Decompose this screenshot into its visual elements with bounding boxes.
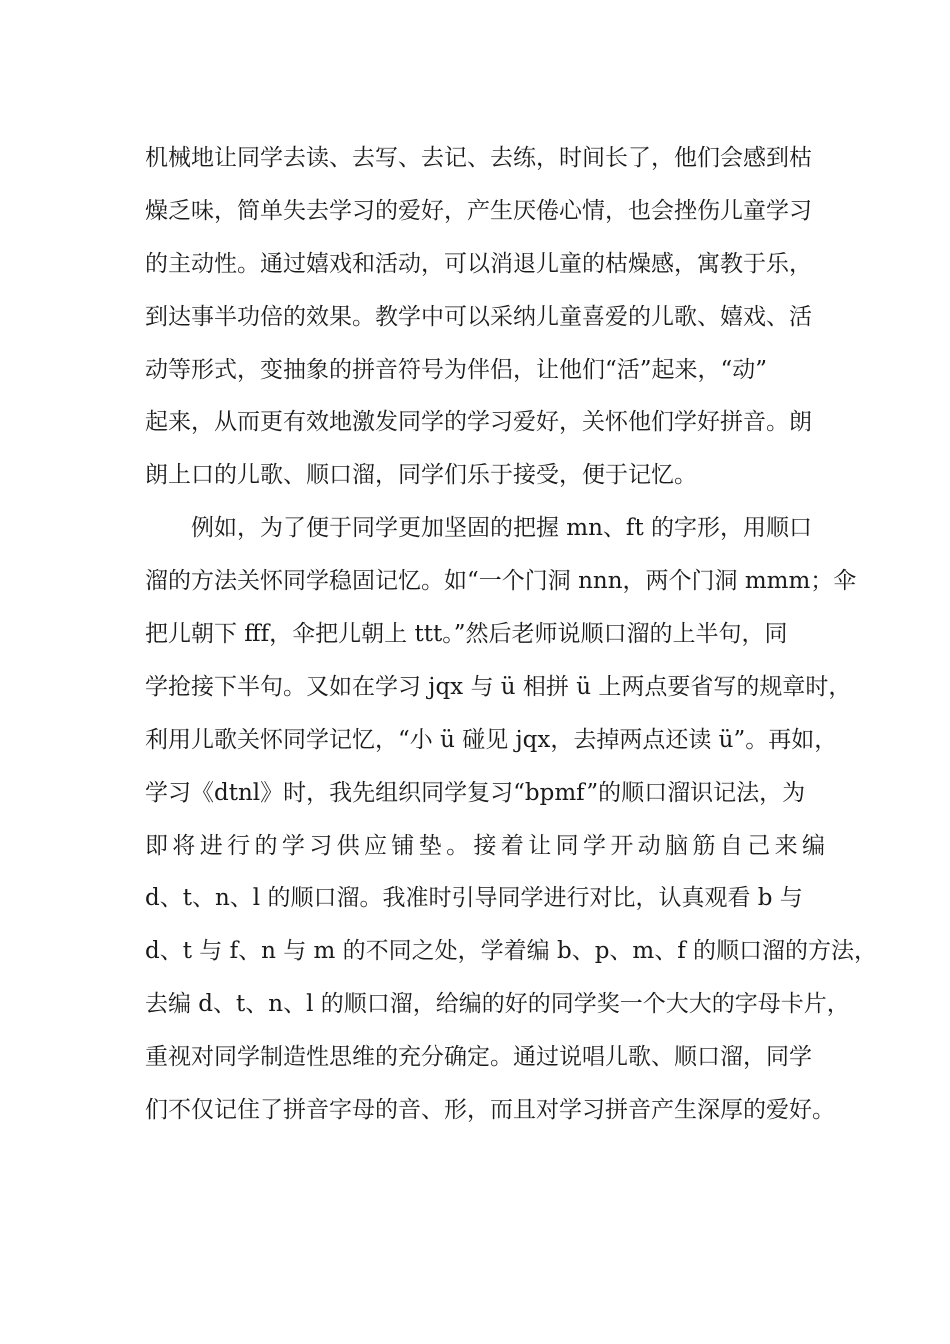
text-line-6: 起来，从而更有效地激发同学的学习爱好，关怀他们学好拼音。朗 bbox=[145, 409, 812, 436]
text-line-14: 即 将 进 行 的 学 习 供 应 铺 垫 。 接 着 让 同 学 开 动 脑 筋 自 己 来 编 bbox=[145, 832, 825, 859]
text-line-3: 的主动性。通过嬉戏和活动，可以消退儿童的枯燥感，寓教于乐， bbox=[145, 250, 812, 277]
text-line-15: d、t、n、l 的顺口溜。我准时引导同学进行对比，认真观看 b 与 bbox=[145, 885, 803, 912]
text-line-10: 把儿朝下 fff，伞把儿朝上 ttt。”然后老师说顺口溜的上半句，同 bbox=[145, 621, 788, 648]
text-line-1: 机械地让同学去读、去写、去记、去练，时间长了，他们会感到枯 bbox=[145, 145, 812, 171]
text-line-8: 例如，为了便于同学更加坚固的把握 mn、ft 的字形，用顺口 bbox=[191, 515, 812, 542]
text-line-11: 学抢接下半句。又如在学习 jqx 与 ü 相拼 ü 上两点要省写的规章时， bbox=[145, 673, 852, 700]
text-line-4: 到达事半功倍的效果。教学中可以采纳儿童喜爱的儿歌、嬉戏、活 bbox=[145, 303, 812, 330]
text-line-5: 动等形式，变抽象的拼音符号为伴侣，让他们“活”起来，“动” bbox=[145, 356, 768, 383]
text-line-13: 学习《dtnl》时，我先组织同学复习“bpmf”的顺口溜识记法，为 bbox=[145, 779, 806, 806]
text-line-16: d、t 与 f、n 与 m 的不同之处，学着编 b、p、m、f 的顺口溜的方法， bbox=[145, 938, 878, 965]
text-line-7: 朗上口的儿歌、顺口溜，同学们乐于接受，便于记忆。 bbox=[145, 462, 697, 489]
body-text bbox=[145, 132, 878, 1137]
text-line-12: 利用儿歌关怀同学记忆，“小 ü 碰见 jqx，去掉两点还读 ü”。再如， bbox=[145, 726, 838, 753]
text-line-17: 去编 d、t、n、l 的顺口溜，给编的好的同学奖一个大大的字母卡片， bbox=[145, 991, 850, 1018]
text-line-9: 溜的方法关怀同学稳固记忆。如“一个门洞 nnn，两个门洞 mmm；伞 bbox=[145, 568, 857, 595]
text-line-19: 们不仅记住了拼音字母的音、形，而且对学习拼音产生深厚的爱好。 bbox=[145, 1097, 835, 1124]
text-line-18: 重视对同学制造性思维的充分确定。通过说唱儿歌、顺口溜，同学 bbox=[145, 1044, 812, 1071]
text-line-2: 燥乏味，简单失去学习的爱好，产生厌倦心情，也会挫伤儿童学习 bbox=[145, 197, 812, 224]
